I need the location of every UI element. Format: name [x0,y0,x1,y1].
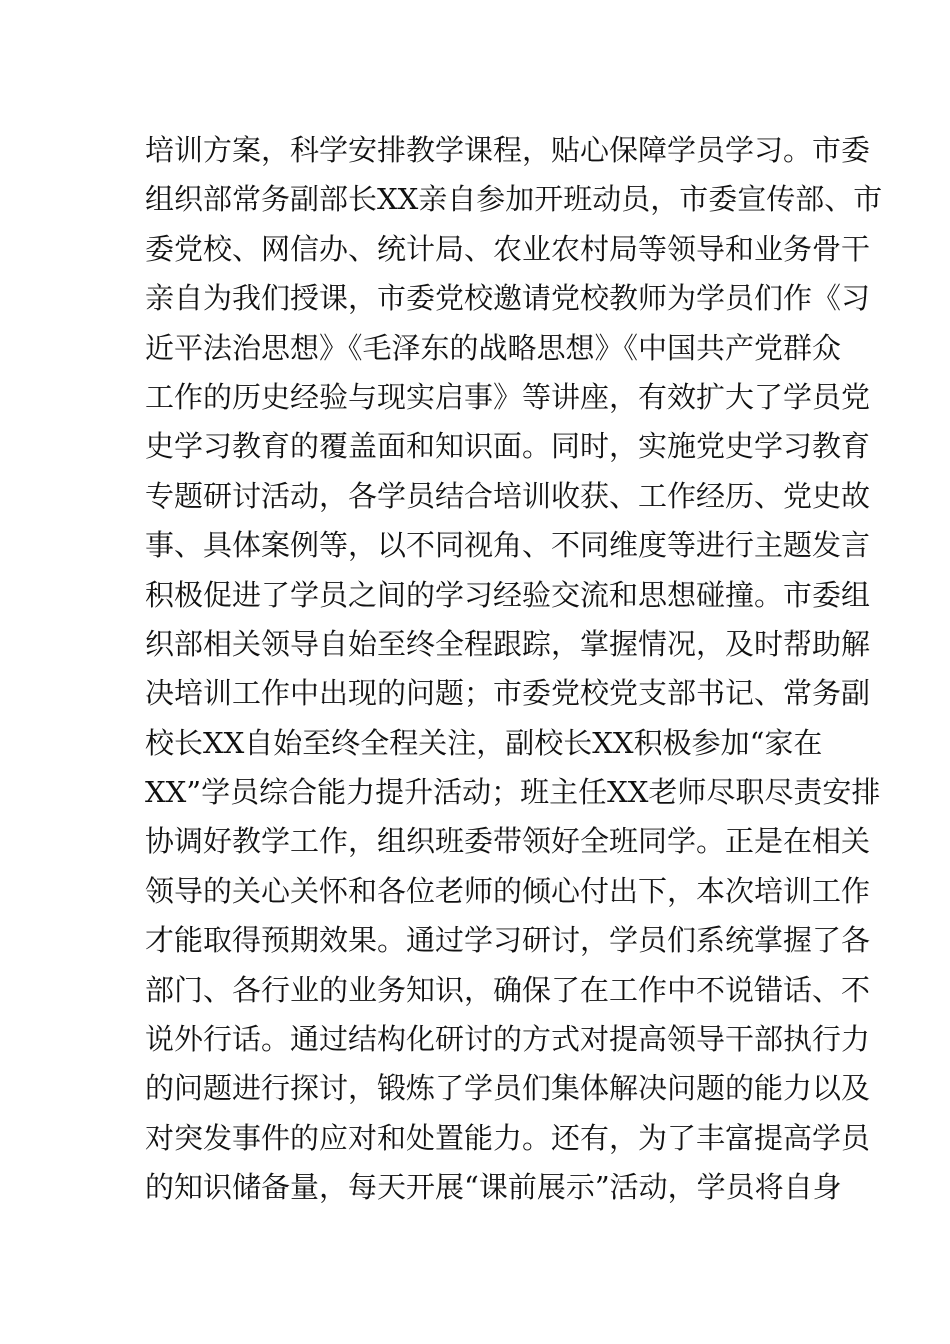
text-line: XX”学员综合能力提升活动；班主任XX老师尽职尽责安排 [145,775,881,810]
text-line: 培训方案，科学安排教学课程，贴心保障学员学习。市委 [145,133,871,167]
text-line: 的知识储备量，每天开展“课前展示”活动，学员将自身 [145,1170,842,1205]
text-line: 部门、各行业的业务知识，确保了在工作中不说错话、不 [145,972,871,1007]
document-body-paragraph [145,126,883,1213]
text-line: 领导的关心关怀和各位老师的倾心付出下，本次培训工作 [145,873,871,908]
text-line: 工作的历史经验与现实启事》等讲座，有效扩大了学员党 [145,379,871,414]
text-line: 协调好教学工作，组织班委带领好全班同学。正是在相关 [145,824,871,859]
text-line: 校长XX自始至终全程关注，副校长XX积极参加“家在 [145,725,823,760]
text-line: 对突发事件的应对和处置能力。还有，为了丰富提高学员 [145,1120,871,1155]
text-line: 决培训工作中出现的问题；市委党校党支部书记、常务副 [145,676,871,711]
text-line: 织部相关领导自始至终全程跟踪，掌握情况，及时帮助解 [145,626,871,661]
text-line: 专题研讨活动，各学员结合培训收获、工作经历、党史故 [145,478,871,513]
text-line: 积极促进了学员之间的学习经验交流和思想碰撞。市委组 [145,577,871,612]
text-line: 事、具体案例等，以不同视角、不同维度等进行主题发言 [145,528,871,563]
text-line: 亲自为我们授课，市委党校邀请党校教师为学员们作《习 [145,281,871,316]
text-line: 才能取得预期效果。通过学习研讨，学员们系统掌握了各 [145,923,871,958]
text-line: 委党校、网信办、统计局、农业农村局等领导和业务骨干 [145,231,871,266]
text-line: 近平法治思想》《毛泽东的战略思想》《中国共产党群众 [145,330,842,365]
text-line: 的问题进行探讨，锻炼了学员们集体解决问题的能力以及 [145,1071,871,1106]
text-line: 说外行话。通过结构化研讨的方式对提高领导干部执行力 [145,1022,871,1057]
text-line: 史学习教育的覆盖面和知识面。同时，实施党史学习教育 [145,429,871,464]
text-line: 组织部常务副部长XX亲自参加开班动员，市委宣传部、市 [145,182,883,217]
